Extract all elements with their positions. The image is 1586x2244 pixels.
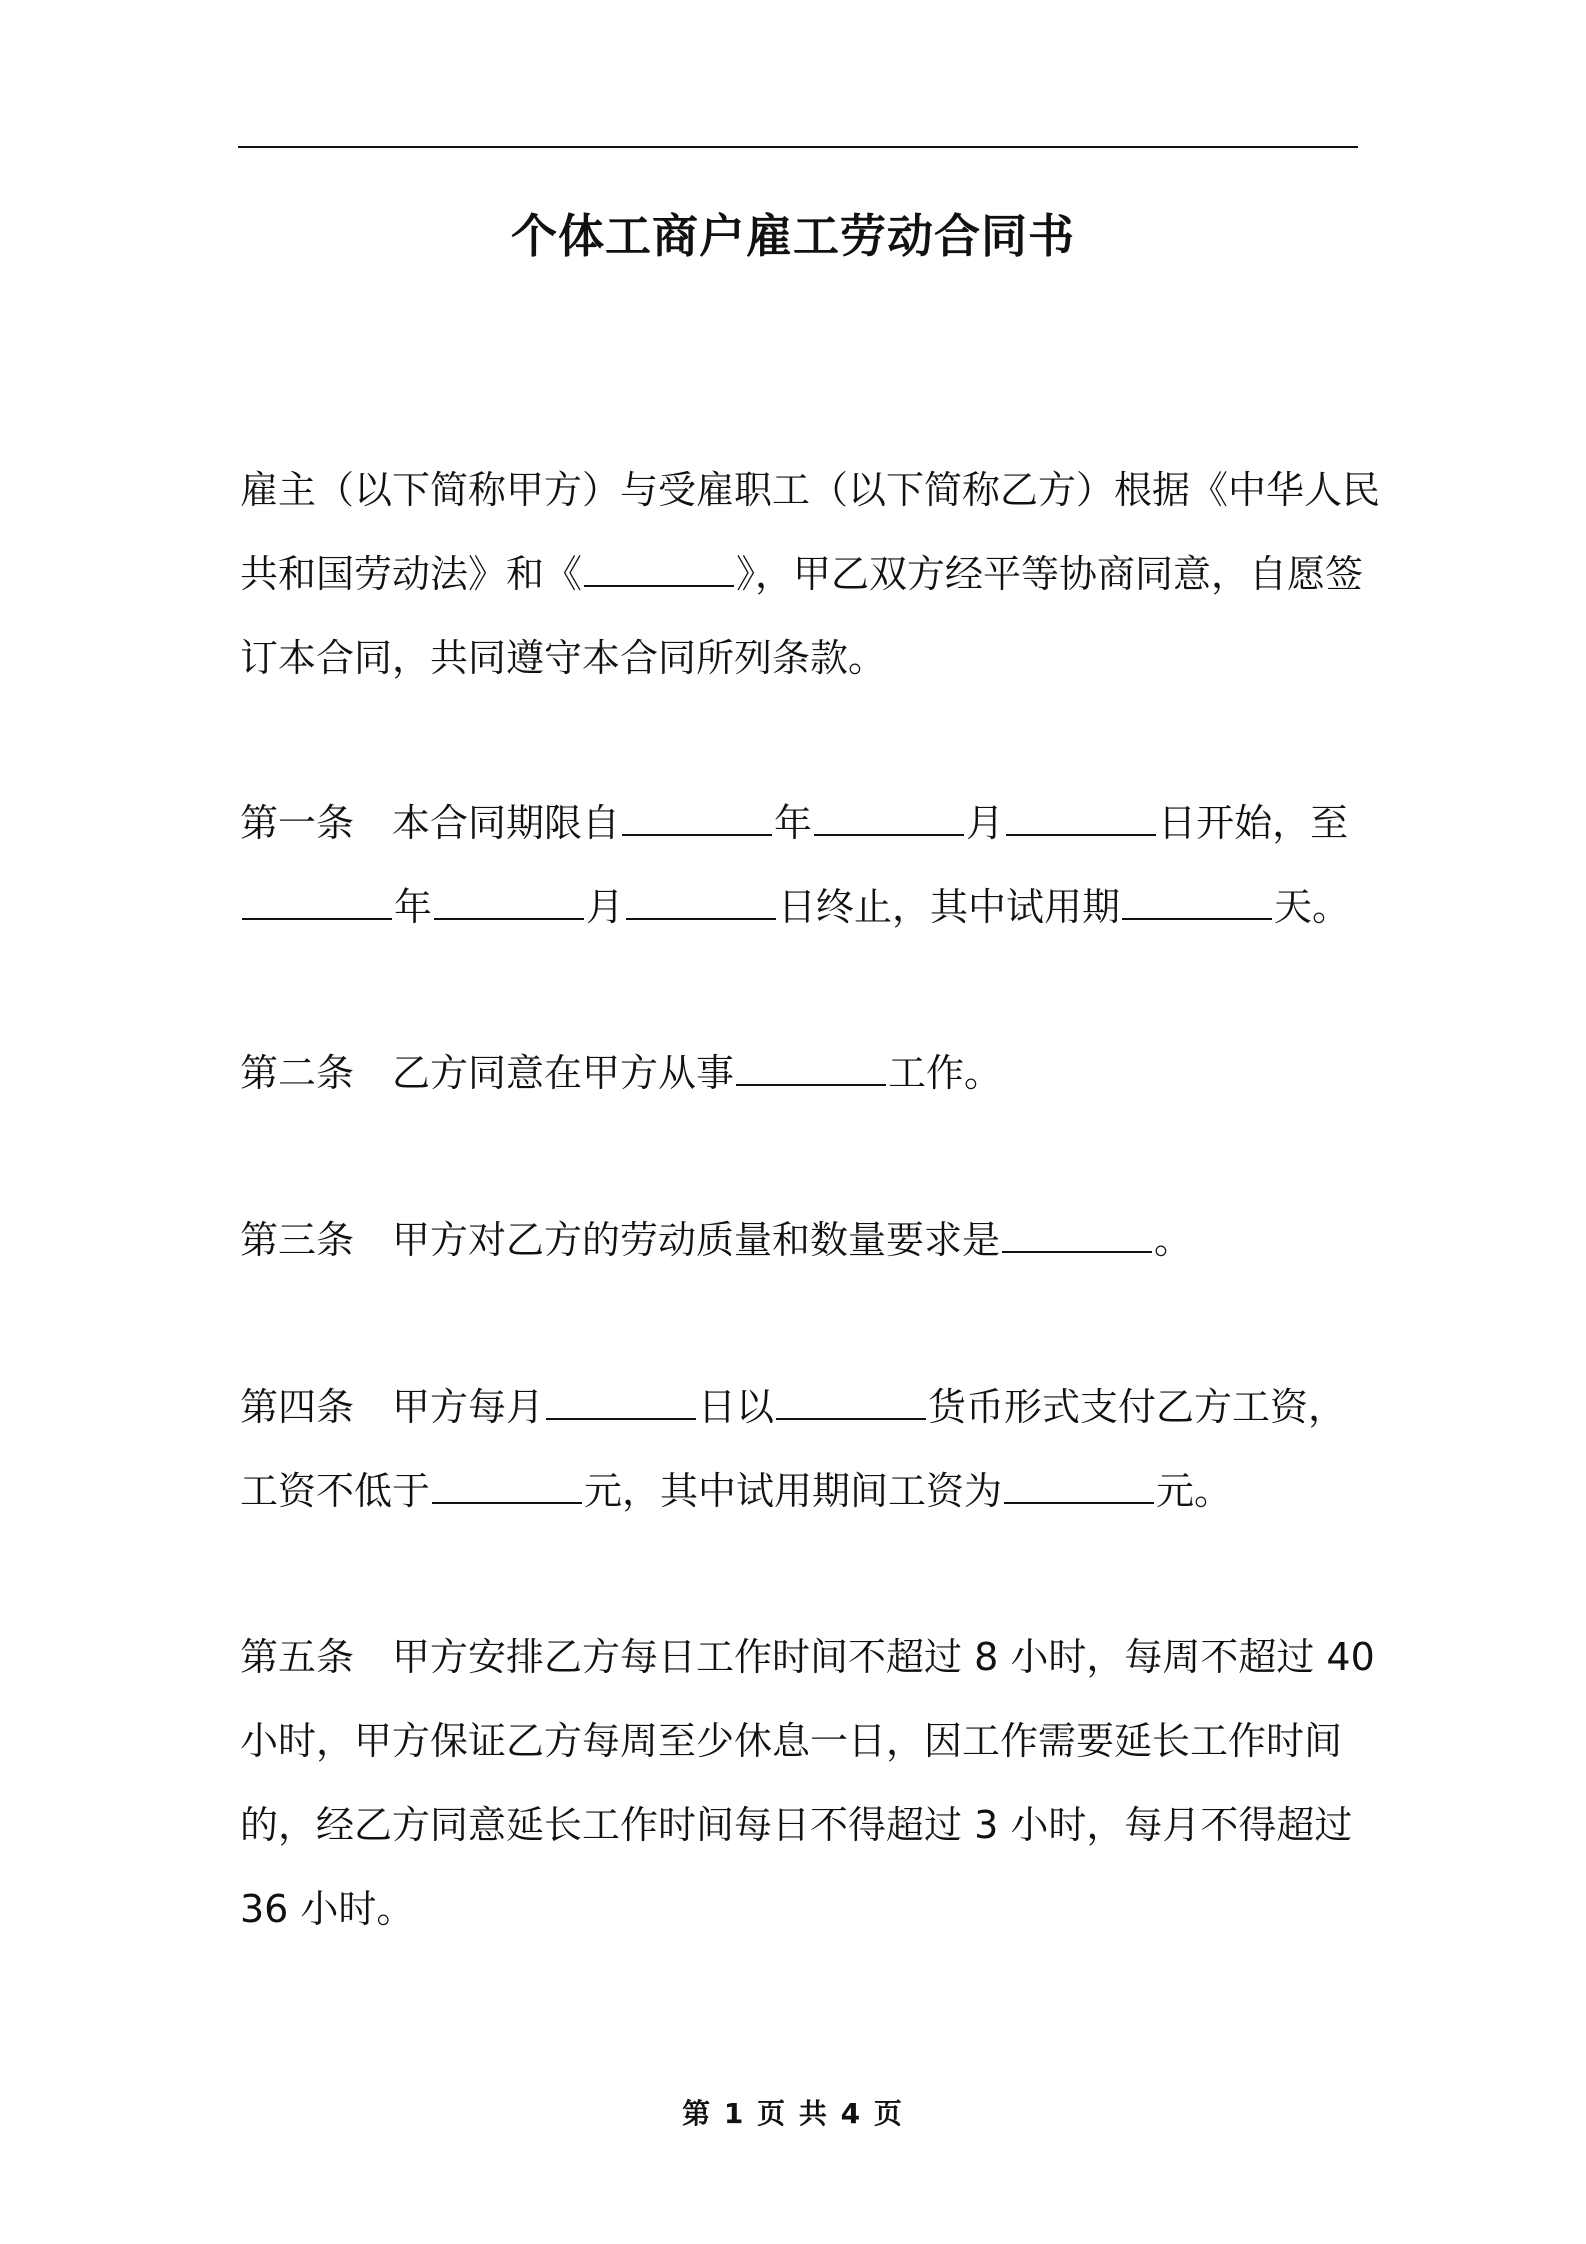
article-5 xyxy=(240,1615,1380,1951)
article-1 xyxy=(240,781,1380,949)
blank-currency[interactable] xyxy=(776,1388,926,1420)
blank-probation-days[interactable] xyxy=(1122,888,1272,920)
article-2 xyxy=(240,1031,1380,1115)
blank-minimum-wage[interactable] xyxy=(432,1472,582,1504)
blank-job-type[interactable] xyxy=(736,1054,886,1086)
article-1-text: 天。 xyxy=(1274,885,1351,929)
blank-start-day[interactable] xyxy=(1006,804,1156,836)
article-4-text: 元。 xyxy=(1156,1469,1233,1513)
article-3-text: 甲方对乙方的劳动质量和数量要求是 xyxy=(392,1218,1001,1262)
article-1-text: 月 xyxy=(586,885,625,929)
article-1-label: 第一条 xyxy=(240,801,355,845)
page-number-footer: 第 1 页 共 4 页 xyxy=(682,2097,904,2130)
document-title: 个体工商户雇工劳动合同书 xyxy=(511,209,1075,263)
intro-text-2: 》，甲乙双方经平等协商同意，自愿签订本合同，共同遵守本合同所列条款。 xyxy=(240,552,1364,680)
article-1-text: 年 xyxy=(394,885,433,929)
blank-start-month[interactable] xyxy=(814,804,964,836)
blank-probation-wage[interactable] xyxy=(1004,1472,1154,1504)
blank-end-month[interactable] xyxy=(434,888,584,920)
article-5-label: 第五条 xyxy=(240,1635,355,1679)
article-4-text: 日以 xyxy=(698,1385,775,1429)
blank-end-day[interactable] xyxy=(626,888,776,920)
article-4 xyxy=(240,1365,1380,1533)
header-rule xyxy=(238,146,1358,148)
blank-end-year[interactable] xyxy=(242,888,392,920)
blank-pay-day[interactable] xyxy=(546,1388,696,1420)
article-4-text: 货币形式支付乙方工资，工资不低于 xyxy=(240,1385,1347,1513)
article-1-text: 本合同期限自 xyxy=(392,801,621,845)
article-2-label: 第二条 xyxy=(240,1051,355,1095)
blank-start-year[interactable] xyxy=(622,804,772,836)
blank-regulation-name[interactable] xyxy=(584,555,734,587)
article-1-text: 日终止，其中试用期 xyxy=(778,885,1121,929)
article-1-text: 月 xyxy=(966,801,1005,845)
article-3 xyxy=(240,1198,1380,1282)
article-4-text: 元，其中试用期间工资为 xyxy=(584,1469,1003,1513)
article-2-text: 工作。 xyxy=(888,1051,1003,1095)
article-4-text: 甲方每月 xyxy=(392,1385,545,1429)
article-3-label: 第三条 xyxy=(240,1218,355,1262)
article-1-text: 年 xyxy=(774,801,813,845)
article-2-text: 乙方同意在甲方从事 xyxy=(392,1051,735,1095)
intro-paragraph xyxy=(240,448,1380,700)
blank-quality-requirements[interactable] xyxy=(1002,1221,1152,1253)
article-4-label: 第四条 xyxy=(240,1385,355,1429)
article-3-text: 。 xyxy=(1154,1218,1193,1262)
intro-text-1: 雇主（以下简称甲方）与受雇职工（以下简称乙方）根据《中华人民共和国劳动法》和《 xyxy=(240,468,1381,596)
article-1-text: 日开始，至 xyxy=(1158,801,1349,845)
article-5-text: 甲方安排乙方每日工作时间不超过 8 小时，每周不超过 40 小时，甲方保证乙方每周至少休息一日，因工作需要延长工作时间的，经乙方同意延长工作时间每日不得超过 3 小时，每月不得超过 36 小时。 xyxy=(240,1635,1375,1931)
